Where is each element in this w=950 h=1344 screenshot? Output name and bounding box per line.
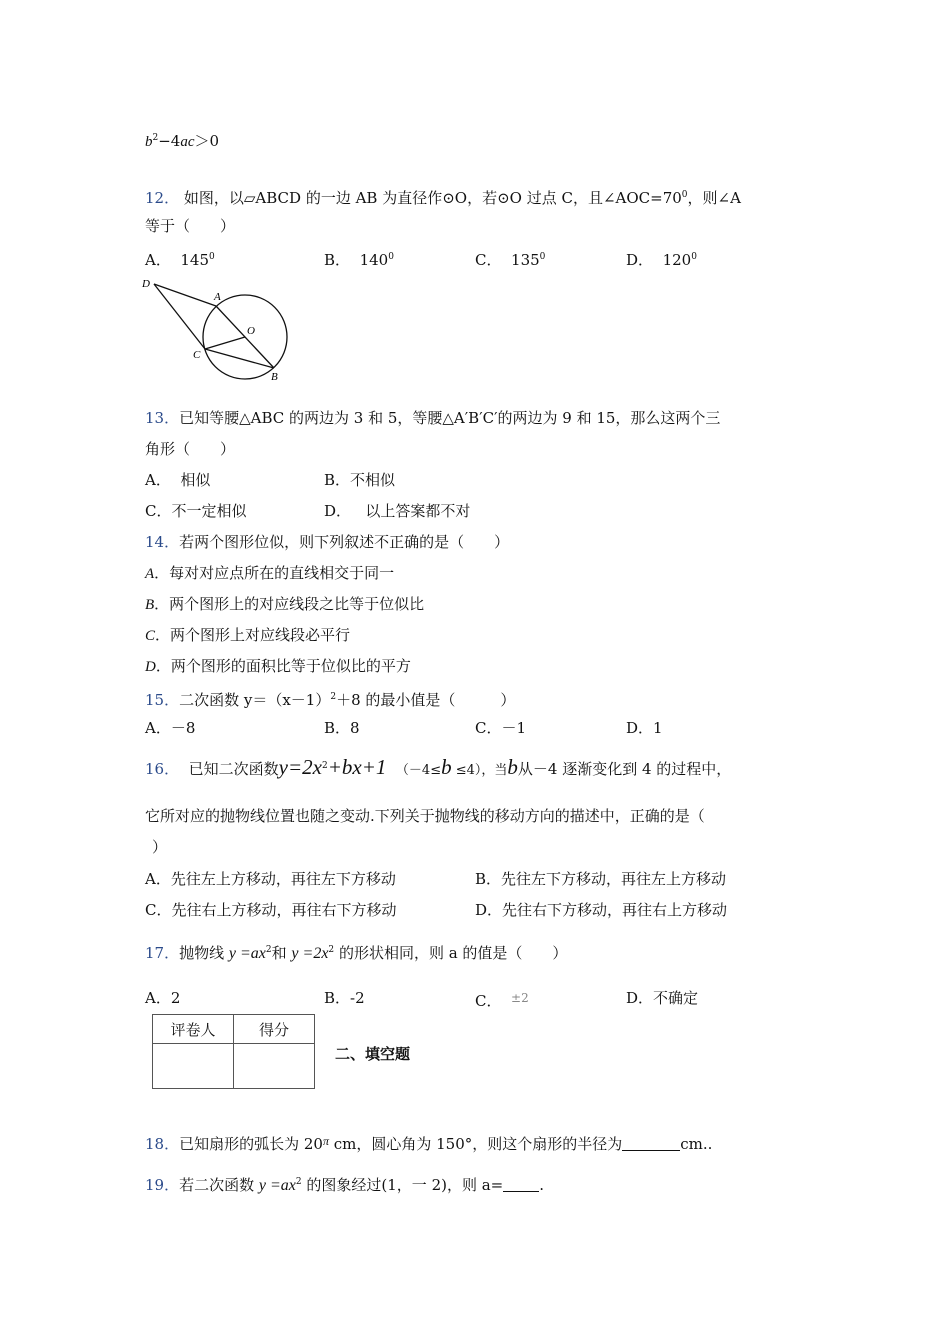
q13-stem-line2: 角形（ ） xyxy=(145,440,236,458)
q17-option-b: B．-2 xyxy=(324,989,365,1007)
segment-dc xyxy=(154,284,205,349)
q12-stem-line1: 12． 如图，以▱ABCD 的一边 AB 为直径作⊙O，若⊙O 过点 C，且$\angle AOC=70^0$，则∠A xyxy=(145,189,741,207)
q17-option-c: C． $^{\pm 2}$ xyxy=(475,991,529,1010)
q17-number: 17． xyxy=(145,944,180,962)
score-table-score-cell xyxy=(234,1044,315,1089)
q13-option-d: D． 以上答案都不对 xyxy=(324,502,471,520)
q19-stem: 19．若二次函数 $y =ax^2$ 的图象经过(1，一 2)，则 a= . xyxy=(145,1176,545,1194)
label-b: B xyxy=(271,371,278,383)
q12-option-c: C． $135^0$ xyxy=(475,251,546,269)
q14-option-c: C．两个图形上对应线段必平行 xyxy=(145,626,351,644)
q17-option-d: D．不确定 xyxy=(626,989,699,1007)
q13-option-a: A． 相似 xyxy=(145,471,211,489)
q14-stem: 14．若两个图形位似，则下列叙述不正确的是（ ） xyxy=(145,533,510,551)
score-table-grader-header: 评卷人 xyxy=(153,1015,234,1044)
q17-option-a: A．2 xyxy=(145,989,181,1007)
q13-option-c: C．不一定相似 xyxy=(145,502,247,520)
q14-number: 14． xyxy=(145,533,180,551)
q19-answer-blank[interactable] xyxy=(503,1177,539,1192)
q18-number: 18． xyxy=(145,1135,180,1153)
q12-option-b: B． $140^0$ xyxy=(324,251,394,269)
q13-stem-line1: 13．已知等腰△ABC 的两边为 3 和 5，等腰△A′B′C′的两边为 9 和 15，那么这两个三 xyxy=(145,409,721,427)
q12-option-d: D． $120^0$ xyxy=(626,251,697,269)
q15-option-c: C．－1 xyxy=(475,719,527,737)
section-title: 二、填空题 xyxy=(335,1045,411,1063)
q14-option-b: B．两个图形上的对应线段之比等于位似比 xyxy=(145,595,425,613)
q17-stem: 17．抛物线 $y =ax^2$和 $y =2x^2$ 的形状相同，则 a 的值是（ ） xyxy=(145,944,568,962)
q18-stem: 18．已知扇形的弧长为 $20^\pi$ cm，圆心角为 150°，则这个扇形的半径为 cm.. xyxy=(145,1134,713,1153)
score-table xyxy=(152,1014,315,1089)
q12-option-a: A． $145^0$ xyxy=(145,251,215,269)
q16-option-b: B．先往左下方移动，再往左上方移动 xyxy=(475,870,727,888)
top-formula: $b^2-4ac>0$ xyxy=(145,132,220,150)
q13-number: 13． xyxy=(145,409,180,427)
segment-co xyxy=(205,337,245,349)
label-o: O xyxy=(247,325,255,337)
segment-cb xyxy=(205,349,274,368)
score-table-score-header: 得分 xyxy=(234,1015,315,1044)
label-d: D xyxy=(142,278,150,290)
q16-stem-line1: 16． 已知二次函数$y=2x^2+bx+1$ （－4≤b ≤4），当b从－4 逐渐变化到 4 的过程中， xyxy=(145,755,732,779)
q16-option-d: D．先往右下方移动，再往右上方移动 xyxy=(475,901,728,919)
q12-geometry-figure xyxy=(138,274,298,386)
q16-option-c: C．先往右上方移动，再往右下方移动 xyxy=(145,901,397,919)
formula-b: b xyxy=(145,134,153,150)
q19-number: 19． xyxy=(145,1176,180,1194)
q14-option-d: D．两个图形的面积比等于位似比的平方 xyxy=(145,657,411,675)
q12-number: 12． xyxy=(145,189,180,207)
q15-option-d: D．1 xyxy=(626,719,663,737)
q16-number: 16． xyxy=(145,760,180,778)
q15-stem: 15．二次函数 $y=(x-1)^2+8$ 的最小值是（ ） xyxy=(145,691,516,709)
q13-option-b: B．不相似 xyxy=(324,471,396,489)
label-a: A xyxy=(214,291,221,303)
q15-option-b: B．8 xyxy=(324,719,360,737)
label-c: C xyxy=(193,349,201,361)
q16-stem-line3: ） xyxy=(152,838,168,856)
q15-number: 15． xyxy=(145,691,180,709)
q16-option-a: A．先往左上方移动，再往左下方移动 xyxy=(145,870,396,888)
score-table-grader-cell xyxy=(153,1044,234,1089)
q18-answer-blank[interactable] xyxy=(622,1136,680,1151)
q12-stem-line2: 等于（ ） xyxy=(145,217,236,235)
q15-option-a: A．－8 xyxy=(145,719,196,737)
q16-stem-line2: 它所对应的抛物线位置也随之变动.下列关于抛物线的移动方向的描述中，正确的是（ xyxy=(145,807,705,825)
q14-option-a: A．每对对应点所在的直线相交于同一 xyxy=(145,564,395,582)
